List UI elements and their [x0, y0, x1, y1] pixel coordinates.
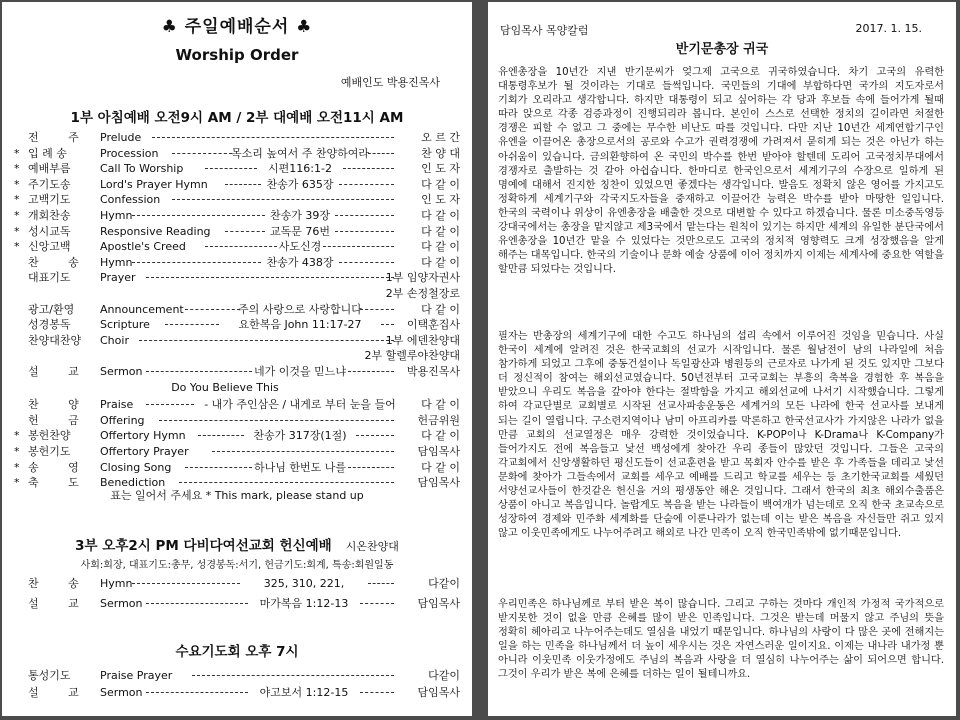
order-item-korean: 찬 송	[28, 577, 92, 590]
leader-dashes	[360, 692, 394, 693]
stand-mark: *	[14, 146, 20, 160]
order-item-english: Apostle's Creed	[100, 240, 186, 254]
order-row	[14, 161, 460, 176]
leader-dashes	[192, 675, 394, 676]
section-title-afternoon	[2, 534, 472, 554]
order-item-korean: 찬양대찬양	[28, 333, 82, 347]
order-item-detail: 요한복음 John 11:17-27	[238, 318, 362, 332]
order-item-detail: 찬송가 635장	[266, 177, 334, 191]
order-item-english: Hymn	[100, 209, 133, 222]
order-item-english: Hymn	[100, 255, 133, 269]
order-row	[14, 333, 460, 348]
order-item-korean: 송 영	[28, 460, 92, 474]
order-item-person: 다 같 이	[421, 177, 460, 191]
order-row	[14, 317, 460, 332]
leader-dashes	[348, 467, 395, 468]
pastor-column-page	[488, 2, 956, 716]
order-item-person-2: 2부 손정철장로	[385, 287, 460, 300]
order-item-person: 다 같 이	[421, 302, 460, 316]
order-item-english: Benediction	[100, 476, 166, 490]
order-item-english: Sermon	[100, 597, 143, 610]
order-item-detail: 찬송가 317장(1절)	[253, 429, 347, 443]
order-item-person: 담임목사	[417, 686, 460, 699]
page-subtitle: Worship Order	[175, 46, 299, 64]
column-paragraph: 유엔총장을 10년간 지낸 반기문씨가 엊그제 고국으로 귀국하였습니다. 차기 고국의 유력한 대통령후보가 될 것이라는 기대로 들썩입니다. 국민들의 기대에 부합하다면 국가의 지도자로서 기회가 오리라고 생각합니다. 하지만 대통령이 되고 싶어하는 각 당과 후보들 속에 들어가게 될때 따라 앉으로 각종 검증과정이 진행되리라 봅니다. 본인이 스스로 선택한 정치의 길이라면 처절한 경쟁은 피할 수 없고 그 중에는 무수한 비난도 따를 것입니다. 다만 지난 10년간 세계연합기구인 유엔을 이끌어온 총장으로서의 공로와 수고가 권력경쟁에 가려져서 묻히게 되는 것은 아닌가 하는 아쉬움이 있습니다. 금의환향하여 온 국민의 박수를 한번 받아야 할텐데 도리어 고국정치무대에서 경쟁자로 출발하는 것 같아 아쉽습니다. 한마디로 한국인으로서 세계기구의 수장으로 일하게 된 명예에 대해서 진지한 칭찬이 있었으면 좋겠다는 생각입니다. 발음도 정확치 않은 영어를 가지고도 정확하게 세계기구와 각국지도자들을 중재하고 이끌어간 능력은 박수를 받아 마땅한 일입니다. 한국의 국력이나 위상이 유엔총장을 배출한 것으로 대변할 수 있다고 하겠습니다. 물론 미소중독영등 강대국에서는 총장을 맡지않고 제3국에서 맡는다는 원칙이 있기는 하지만 세계의 유일한 분단국에서 유엔총장을 10년간 맡을 수 있었다는 것만으로도 고국의 정치적 영향력도 크게 성장했음을 알게 해주는 대목입니다. 한국의 기술이나 문화 예술 상품에 이어 정치까지 이제는 세계사에 중요한 역할을 할만큼 되었다는 것입니다.	[498, 67, 944, 276]
order-item-english: Prayer	[100, 271, 136, 285]
order-item-detail: 목소리 높여서 주 찬양하여라	[230, 146, 369, 160]
order-item-person: 다같이	[428, 669, 460, 682]
leader-dashes	[132, 583, 240, 584]
order-item-detail: 시편116:1-2	[268, 162, 332, 176]
order-item-english: Lord's Prayer Hymn	[100, 177, 208, 191]
order-row-sub	[14, 286, 460, 301]
order-item-person: 다 같 이	[421, 209, 460, 222]
order-item-korean: 봉헌찬양	[28, 429, 71, 443]
order-item-person: 다 같 이	[421, 429, 460, 443]
order-row	[14, 224, 460, 239]
order-item-english: Offertory Prayer	[100, 445, 189, 458]
order-item-korean: 대표기도	[28, 271, 71, 285]
order-item-korean: 예배부름	[28, 162, 71, 176]
order-item-korean: 찬 양	[28, 398, 92, 412]
order-item-person: 다같이	[428, 577, 460, 590]
stand-mark: *	[14, 445, 20, 458]
order-item-english: Sermon	[100, 365, 143, 378]
order-item-english: Call To Worship	[100, 162, 184, 176]
order-row	[14, 444, 460, 459]
column-paragraph: 필자는 반총장의 세계기구에 대한 수고도 하나님의 섭리 속에서 이루어진 것임을 믿습니다. 사실 한국이 세계에 알려진 것은 한국교회의 선교가 시작입니다. 물론 월남전이 남의 나라일에 처음 참가하게 되었고 그후에 중동건설이나 독일광산과 병원등의 근로자로 나가게 된 것도 있지만 그보다 더 정신적이 참여는 해외선교였습니다. 50년전부터 고국교회는 부흥의 축복을 경험한 후 복음을 받았으니 우리도 복음을 갚아야 한다는 절박함을 가지고 해외선교에 나서기 시작했습니다. 그렇게 하여 각교단별로 교회별로 시작된 선교사파송운동은 세계거의 모든 나라에 한국 선교사를 보내게 되는 길이 열립니다. 구소련지역이나 남미 아프리카를 막론하고 한국선교사가 가지않은 나라가 없을 만큼 교회의 선교열정은 매우 강력한 것이었습니다. K-POP이나 K-Drama나 K-Company가 들어가지도 전에 복음들고 낯선 백성에게 찾아간 우리 종들이 많았던 것입니다. 그들은 고국의 각교회에서 신앙생활하던 평신도들이 선교훈련을 받고 목회자 안수를 받은 후 가족들을 데리고 낯선 문화에 찾아가 그들속에서 교회를 세우고 예배를 드리고 학교를 세우는 등 초기한국교회를 세웠던 서양선교사들이 한것같은 헌신을 거의 평생동안 해온 것입니다. 그래서 한국의 최초 해외수출품은 상품이 아니고 복음입니다. 놀랍게도 복음을 받는 나라들이 백여개가 넘는데로 오직 한국 초교속으로 성장하여 경제와 민주화 세계화를 단숨에 이룬나라가 없는데 이는 받은 복음을 자신들만 쥐고 있지 않고 이웃민족에게도 나누어주려고 해외로 나간 민족이 오직 한국민족밖에 없기때문입니다.	[498, 331, 944, 540]
leader-dashes	[172, 199, 394, 200]
order-row	[14, 146, 460, 161]
leader-dashes	[225, 231, 265, 232]
leader-dashes	[185, 467, 252, 468]
order-item-english: Praise	[100, 398, 134, 412]
leader-dashes	[335, 231, 394, 232]
leader-dashes	[146, 603, 249, 604]
order-item-person: 담임목사	[417, 476, 460, 490]
order-item-korean: 주기도송	[28, 177, 71, 191]
order-item-person: 다 같 이	[421, 240, 460, 254]
order-item-korean: 입 례 송	[28, 146, 67, 160]
leader-dashes	[360, 603, 394, 604]
order-item-person: 찬 양 대	[421, 146, 460, 160]
leader-dashes	[343, 168, 394, 169]
order-item-detail: 네가 이것을 믿느냐	[253, 365, 346, 378]
order-item-korean: 개회찬송	[28, 209, 71, 222]
order-row	[14, 364, 460, 379]
order-item-english: Choir	[100, 333, 129, 347]
order-row	[14, 460, 460, 475]
order-row	[14, 130, 460, 145]
order-row	[14, 208, 460, 223]
order-item-korean: 설 교	[28, 365, 92, 378]
order-item-person: 다 같 이	[421, 224, 460, 238]
order-item-person: 인 도 자	[421, 162, 460, 176]
leader-dashes	[152, 137, 394, 138]
column-title: 반기문총장 귀국	[675, 42, 769, 57]
order-item-person: 담임목사	[417, 597, 460, 610]
order-row	[14, 576, 460, 591]
order-item-korean: 설 교	[28, 597, 92, 610]
order-item-person: 헌금위원	[417, 413, 460, 427]
order-item-english: Praise Prayer	[100, 669, 173, 682]
order-item-korean: 전 주	[28, 131, 92, 144]
order-item-person: 박용진목사	[406, 365, 460, 378]
sermon-english-title: Do You Believe This	[171, 380, 279, 394]
order-row	[14, 668, 460, 683]
order-item-detail: 마가복음 1:12-13	[259, 597, 349, 610]
section-title-morning: 1부 아침예배 오전9시 AM / 2부 대예배 오전11시 AM	[70, 110, 404, 126]
stand-mark: *	[14, 460, 20, 474]
leader-dashes	[165, 324, 219, 325]
order-item-english: Offering	[100, 413, 145, 427]
column-header: 담임목사 목양칼럼	[500, 24, 589, 37]
leader-dashes	[205, 168, 257, 169]
leader-dashes	[212, 451, 394, 452]
order-item-korean: 신앙고백	[28, 240, 71, 254]
leader-dashes	[360, 309, 394, 310]
section-title-afternoon-text: 3부 오후2시 PM 다비다여선교회 헌신예배	[75, 538, 332, 554]
leader-dashes	[172, 153, 232, 154]
leader-dashes	[179, 482, 394, 483]
order-item-person: 다 같 이	[421, 460, 460, 474]
order-row	[14, 302, 460, 317]
leader-dashes	[146, 371, 253, 372]
leader-dashes	[381, 324, 394, 325]
stand-mark: *	[14, 209, 20, 222]
stand-mark: *	[14, 177, 20, 191]
leader-dashes	[356, 435, 394, 436]
order-item-korean: 축 도	[28, 476, 92, 490]
stand-mark: *	[14, 240, 20, 254]
leader-dashes	[348, 371, 395, 372]
order-item-english: Confession	[100, 193, 161, 207]
leader-dashes	[146, 277, 394, 278]
order-item-detail: 사도신경	[278, 240, 322, 254]
order-item-person: 인 도 자	[421, 193, 460, 207]
leader-dashes	[185, 309, 240, 310]
stand-mark: *	[14, 162, 20, 176]
worship-leader: 예배인도 박용진목사	[340, 76, 440, 89]
order-item-korean: 봉헌기도	[28, 445, 71, 458]
order-item-english: Scripture	[100, 318, 150, 332]
leader-dashes	[368, 583, 394, 584]
stand-mark: *	[14, 193, 20, 207]
order-row	[14, 177, 460, 192]
order-item-korean: 설 교	[28, 686, 92, 699]
leader-dashes	[368, 153, 394, 154]
stand-note: 표는 일어서 주세요 * This mark, please stand up	[110, 489, 364, 502]
leader-dashes	[132, 262, 260, 263]
order-item-detail: 325, 310, 221,	[263, 577, 345, 590]
worship-order-page	[2, 2, 472, 716]
order-item-korean: 헌 금	[28, 413, 92, 427]
order-item-person: 다 같 이	[421, 398, 460, 412]
order-row	[14, 685, 460, 700]
order-row	[14, 397, 460, 412]
order-item-detail: 찬송가 438장	[266, 255, 334, 269]
leader-dashes	[146, 404, 195, 405]
order-row	[14, 596, 460, 611]
column-paragraph: 우리민족은 하나님께로 부터 받은 복이 많습니다. 그리고 구하는 것마다 개인적 가정적 국가적으로 받지못한 것이 없을 만큼 은혜를 많이 받은 민족입니다. 그것은 받는데 머물지 않고 주님의 뜻을 정확히 헤아리고 나누어주는데도 열심을 내었기 때문입니다. 하나님의 사랑이 다 많은 곳에 전해지는 일을 하는 민족을 하나님께서 더 높이 세우시는 것은 자연스러운 일이지요. 이제는 내나라 내가정 뿐 아니라 이웃민족 이웃가정에도 주님의 복음과 사랑을 더 열심히 나누어주는 삶이 되어으면 합니다. 그것이 우리가 받은 복에 은혜를 더하는 일이 될테니까요.	[498, 599, 944, 681]
stand-mark: *	[14, 429, 20, 443]
order-item-person: 1부 임양자권사	[385, 271, 460, 285]
order-item-person: 다 같 이	[421, 255, 460, 269]
order-item-english: Offertory Hymn	[100, 429, 186, 443]
order-item-english: Procession	[100, 146, 159, 160]
order-item-detail: - 내가 주인삼은 / 내게로 부터 눈을 들어	[204, 398, 396, 412]
order-item-person: 담임목사	[417, 445, 460, 458]
order-item-korean: 광고/환영	[28, 302, 75, 316]
order-item-korean: 성시교독	[28, 224, 71, 238]
column-date: 2017. 1. 15.	[855, 22, 922, 35]
order-row-sub	[14, 348, 460, 363]
order-item-english: Hymn	[100, 577, 133, 590]
leader-dashes	[339, 184, 394, 185]
order-item-detail: 교독문 76번	[270, 224, 330, 238]
order-item-person: 오 르 간	[421, 131, 460, 144]
order-item-english: Closing Song	[100, 460, 172, 474]
leader-dashes	[146, 692, 249, 693]
section-roles: 사회:회장, 대표기도:총무, 성경봉독:서기, 헌금기도:회계, 특송:회원일동	[80, 560, 394, 571]
order-item-detail: 주의 사랑으로 사랑합니다	[238, 302, 362, 316]
leader-dashes	[205, 246, 277, 247]
order-item-korean: 성경봉독	[28, 318, 71, 332]
order-item-english: Responsive Reading	[100, 224, 211, 238]
stand-mark: *	[14, 224, 20, 238]
order-row	[14, 428, 460, 443]
section-aside: 시온찬양대	[345, 540, 399, 553]
leader-dashes	[139, 340, 394, 341]
page-title: ♣ 주일예배순서 ♣	[161, 17, 313, 37]
order-item-english: Sermon	[100, 686, 143, 699]
order-item-english: Prelude	[100, 131, 142, 144]
order-item-korean: 고백기도	[28, 193, 71, 207]
leader-dashes	[198, 435, 244, 436]
order-item-person: 1부 에덴찬양대	[385, 333, 460, 347]
leader-dashes	[335, 215, 394, 216]
leader-dashes	[323, 246, 394, 247]
leader-dashes	[339, 262, 394, 263]
order-item-person-2: 2부 할렐루야찬양대	[364, 349, 460, 363]
order-item-korean: 통성기도	[28, 669, 71, 682]
order-item-detail: 찬송가 39장	[270, 209, 330, 222]
order-row	[14, 413, 460, 428]
stand-mark: *	[14, 476, 20, 490]
section-title-wednesday: 수요기도회 오후 7시	[175, 644, 299, 660]
order-item-person: 이택훈집사	[406, 318, 460, 332]
order-item-english: Announcement	[100, 302, 184, 316]
order-item-detail: 하나님 한번도 나를	[253, 460, 346, 474]
order-row	[14, 270, 460, 285]
order-item-detail: 야고보서 1:12-15	[259, 686, 349, 699]
leader-dashes	[225, 184, 261, 185]
leader-dashes	[132, 215, 265, 216]
order-row	[14, 255, 460, 270]
order-item-korean: 찬 송	[28, 255, 92, 269]
leader-dashes	[159, 420, 394, 421]
order-row	[14, 239, 460, 254]
order-row	[14, 192, 460, 207]
